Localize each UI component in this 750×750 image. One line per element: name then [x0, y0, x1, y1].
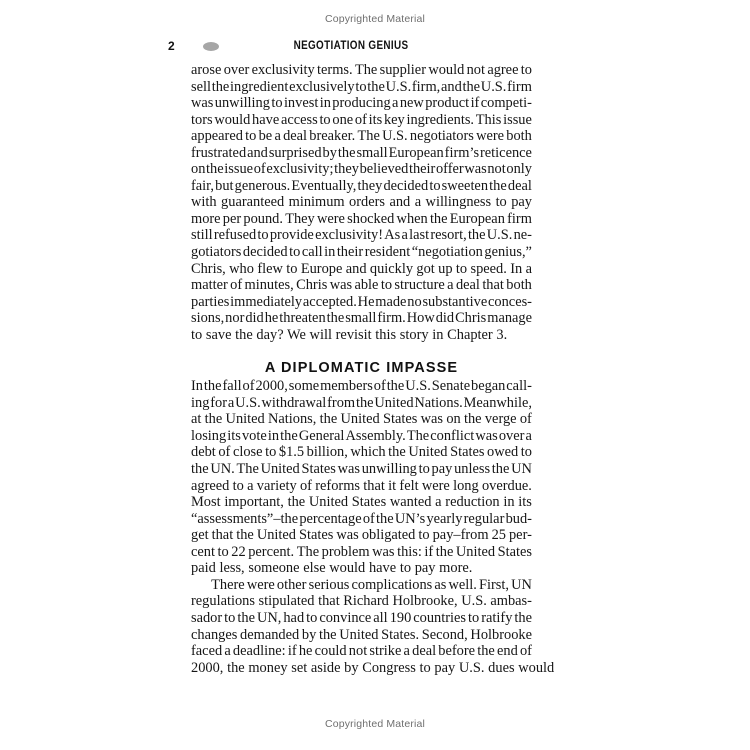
page-number: 2 — [168, 39, 175, 53]
text-line: arose over exclusivity terms. The supplier would not agree to — [191, 62, 532, 78]
text-line: changes demanded by the United States. Second, Holbrooke — [191, 626, 532, 643]
text-line: more per pound. They were shocked when the European firm — [191, 210, 532, 227]
text-line: Chris, who flew to Europe and quickly got up to speed. In a — [191, 260, 532, 277]
paragraph-2 — [191, 378, 532, 577]
text-line: regulations stipulated that Richard Holbrooke, U.S. ambas- — [191, 593, 532, 610]
text-line: losing its vote in the General Assembly. The conflict was over a — [191, 427, 532, 444]
text-line: gotiators decided to call in their resident “negotiation genius,” — [191, 244, 532, 261]
text-line: sador to the UN, had to convince all 190 countries to ratify the — [191, 609, 532, 626]
text-line: with guaranteed minimum orders and a willingness to pay — [191, 194, 532, 211]
text-line: There were other serious complications as well. First, UN — [211, 576, 532, 593]
text-line: was unwilling to invest in producing a new product if competi- — [191, 95, 532, 112]
text-line: agreed to a variety of reforms that it felt were long overdue. — [191, 477, 532, 494]
running-head-title: NEGOTIATION GENIUS — [293, 40, 409, 52]
section-heading: A DIPLOMATIC IMPASSE — [264, 360, 459, 377]
text-block — [191, 62, 555, 676]
copyright-watermark-top: Copyrighted Material — [325, 13, 425, 25]
text-line: ing for a U.S. withdrawal from the United Nations. Meanwhile, — [191, 394, 532, 411]
text-line: 2000, the money set aside by Congress to pay U.S. dues would — [191, 659, 555, 676]
running-head — [168, 38, 534, 54]
text-line: faced a deadline: if he could not strike a deal before the end of — [191, 643, 532, 660]
text-line: to save the day? We will revisit this story in Chapter 3. — [191, 326, 508, 343]
text-line: parties immediately accepted. He made no substantive conces- — [191, 293, 532, 310]
text-line: In the fall of 2000, some members of the U.S. Senate began call- — [191, 378, 532, 395]
text-line: debt of close to $1.5 billion, which the United States owed to — [191, 444, 532, 461]
text-line: tors would have access to one of its key ingredients. This issue — [191, 111, 532, 128]
text-line: cent to 22 percent. The problem was this: if the United States — [191, 543, 532, 560]
paragraph-3 — [191, 576, 555, 676]
text-line: the UN. The United States was unwilling to pay unless the UN — [191, 461, 532, 478]
text-line: fair, but generous. Eventually, they decided to sweeten the deal — [191, 177, 532, 194]
text-line: sions, nor did he threaten the small firm. How did Chris manage — [191, 310, 532, 327]
text-line: paid less, someone else would have to pay more. — [191, 560, 473, 577]
text-line: appeared to be a deal breaker. The U.S. negotiators were both — [191, 128, 532, 145]
text-line: on the issue of exclusivity; they believed their offer was not only — [191, 161, 532, 178]
paragraph-1 — [191, 62, 532, 343]
text-line: still refused to provide exclusivity! As a last resort, the U.S. ne- — [191, 227, 532, 244]
copyright-watermark-bottom: Copyrighted Material — [325, 718, 425, 730]
text-line: matter of minutes, Chris was able to structure a deal that both — [191, 277, 532, 294]
text-line: “assessments”–the percentage of the UN’s yearly regular bud- — [191, 510, 532, 527]
text-line: sell the ingredient exclusively to the U.S. firm, and the U.S. firm — [191, 78, 532, 95]
text-line: at the United Nations, the United States was on the verge of — [191, 411, 532, 428]
text-line: Most important, the United States wanted a reduction in its — [191, 494, 532, 511]
text-line: get that the United States was obligated to pay–from 25 per- — [191, 527, 532, 544]
text-line: frustrated and surprised by the small European firm’s reticence — [191, 144, 532, 161]
